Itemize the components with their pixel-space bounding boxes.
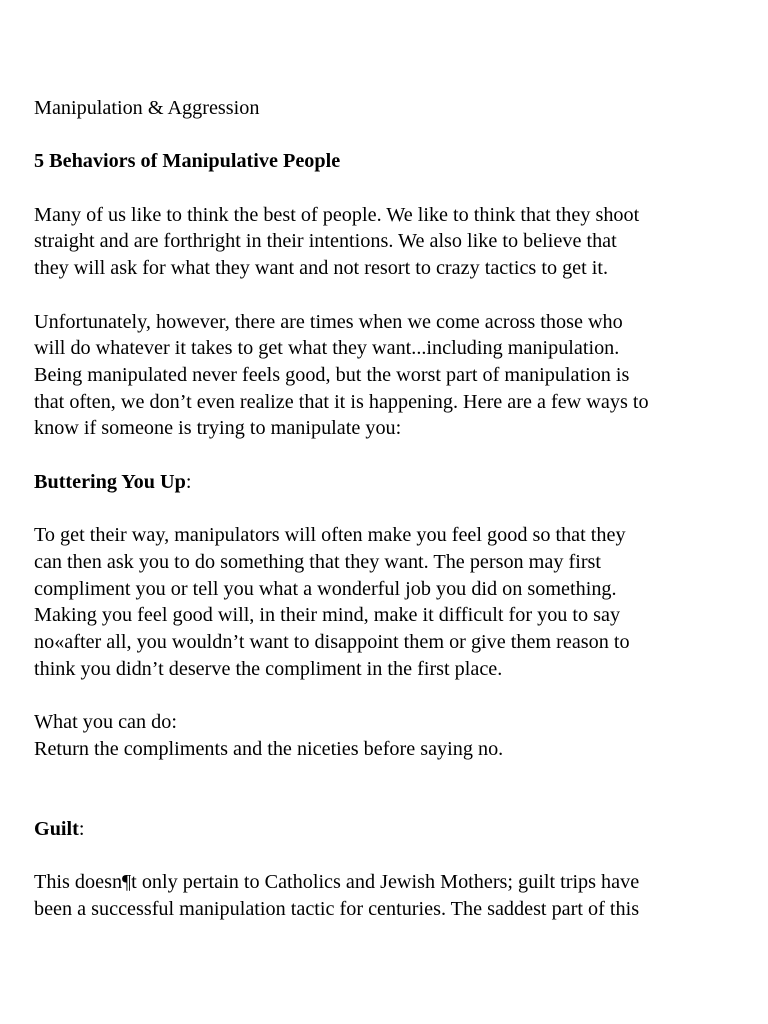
unfortunately-paragraph xyxy=(34,309,734,443)
guilt-line: been a successful manipulation tactic for centuries. The saddest part of this xyxy=(34,897,640,920)
unfortunately-line: that often, we don’t even realize that it is happening. Here are a few ways to xyxy=(34,390,649,413)
document-title: 5 Behaviors of Manipulative People xyxy=(34,150,341,173)
buttering-line: compliment you or tell you what a wonderful job you did on something. xyxy=(34,577,617,600)
buttering-line: To get their way, manipulators will often make you feel good so that they xyxy=(34,524,626,547)
section-heading-guilt xyxy=(34,816,734,843)
buttering-line: think you didn’t deserve the compliment in the first place. xyxy=(34,657,503,680)
unfortunately-line: Unfortunately, however, there are times when we come across those who xyxy=(34,310,623,333)
blank-line xyxy=(34,789,734,816)
unfortunately-line: will do whatever it takes to get what they want...including manipulation. xyxy=(34,337,620,360)
guilt-paragraph xyxy=(34,869,734,922)
buttering-line: can then ask you to do something that they want. The person may first xyxy=(34,550,602,573)
unfortunately-line: Being manipulated never feels good, but the worst part of manipulation is xyxy=(34,363,630,386)
intro-line: they will ask for what they want and not resort to crazy tactics to get it. xyxy=(34,257,609,280)
what-you-can-do-label: What you can do: xyxy=(34,711,177,734)
section-heading-colon: : xyxy=(185,470,192,493)
document-header: Manipulation & Aggression xyxy=(34,97,260,119)
buttering-line: Making you feel good will, in their mind, make it difficult for you to say xyxy=(34,604,621,627)
unfortunately-line: know if someone is trying to manipulate you: xyxy=(34,417,402,440)
section-heading-text: Guilt xyxy=(34,817,79,840)
section-heading-text: Buttering You Up xyxy=(34,470,186,493)
section-heading-buttering xyxy=(34,469,734,496)
intro-line: straight and are forthright in their intentions. We also like to believe that xyxy=(34,230,617,253)
section-heading-colon: : xyxy=(78,817,85,840)
buttering-line: no«after all, you wouldn’t want to disappoint them or give them reason to xyxy=(34,630,630,653)
document-page xyxy=(34,95,734,949)
intro-paragraph xyxy=(34,202,734,282)
guilt-line: This doesn¶t only pertain to Catholics and Jewish Mothers; guilt trips have xyxy=(34,871,640,894)
intro-line: Many of us like to think the best of people. We like to think that they shoot xyxy=(34,203,640,226)
what-you-can-do-text: Return the compliments and the niceties before saying no. xyxy=(34,737,504,760)
what-you-can-do-paragraph xyxy=(34,709,734,762)
buttering-paragraph xyxy=(34,522,734,682)
